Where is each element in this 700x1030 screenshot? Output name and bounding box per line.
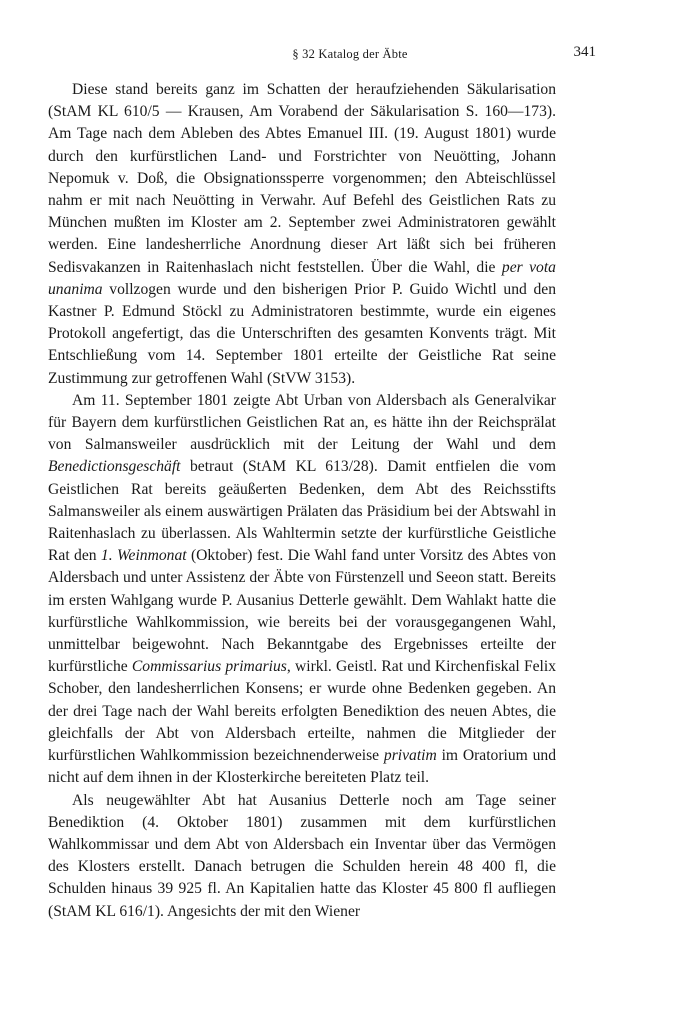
text-run: vollzogen wurde und den bisherigen Prior P. Guido Wichtl und den Kastner P. Edmund Stöckl zu Administratoren bestimmte, wurde ein eigenes Protokoll angefertigt, das die Unterschriften des gesamten Konvents trägt. Mit Entschließung vom 14. September 1801 erteilte der Geistliche Rat seine Zustimmung zur getroffenen Wahl (StVW 3153). (48, 280, 556, 387)
text-run: Diese stand bereits ganz im Schatten der heraufziehenden Säkularisation (StAM KL 610/5 — Krausen, Am Vorabend der Säkularisation S. 160—173). Am Tage nach dem Ableben des Abtes Emanuel III. (19. August 1801) wurde durch den kurfürstlichen Land- und Forstrichter von Neuötting, Johann Nepomuk v. Doß, die Obsignationssperre vorgenommen; den Abteischlüssel nahm er mit nach Neuötting in Verwahr. Auf Befehl des Geistlichen Rats zu München mußten im Kloster am 2. September zwei Administratoren gewählt werden. Eine landesherrliche Anordnung dieser Art läßt sich bei früheren Sedisvakanzen in Raitenhaslach nicht feststellen. Über die Wahl, die (48, 81, 556, 276)
italic-term: Benedictionsgeschäft (48, 458, 181, 476)
text-run: Als neugewählter Abt hat Ausanius Detterle noch am Tage seiner Benediktion (4. Oktober 1801) zusammen mit dem kurfürstlichen Wahlkommissar und dem Abt von Aldersbach ein Inventar über das Vermögen des Klosters erstellt. Danach betrugen die Schulden herein 48 400 fl, die Schulden hinaus 39 925 fl. An Kapitalien hatte das Kloster 45 800 fl aufliegen (StAM KL 616/1). Angesichts der mit den Wiener (48, 791, 556, 920)
text-run: Am 11. September 1801 zeigte Abt Urban von Aldersbach als Generalvikar für Bayern dem kurfürstlichen Geistlichen Rat an, es hätte ihn der Reichsprälat von Salmansweiler ausdrücklich mit der Leitung der Wahl und dem (48, 391, 556, 454)
running-header (0, 44, 700, 66)
body-text (48, 79, 556, 923)
italic-term: 1. Weinmonat (100, 547, 187, 565)
paragraph-2 (48, 390, 556, 790)
italic-term: Commissarius primarius (131, 658, 287, 676)
italic-term: privatim (383, 747, 437, 765)
italic-term: per vota unanima (48, 258, 556, 298)
text-run: (Oktober) fest. Die Wahl fand unter Vorsitz des Abtes von Aldersbach und unter Assistenz der Äbte von Fürstenzell und Seeon statt. Bereits im ersten Wahlgang wurde P. Ausanius Detterle gewählt. Dem Wahlakt hatte die kurfürstliche Wahlkommission, wie bereits bei der vorausgegangenen Wahl, unmittelbar beigewohnt. Nach Bekanntgabe des Ergebnisses erteilte der kurfürstliche (48, 547, 557, 676)
text-run: , wirkl. Geistl. Rat und Kirchenfiskal Felix Schober, den landesherrlichen Konsens; er wurde ohne Bedenken gegeben. An der drei Tage nach der Wahl bereits erfolgten Benediktion des neuen Abtes, die gleichfalls der Abt von Aldersbach erteilte, nahmen die Mitglieder der kurfürstlichen Wahlkommission bezeichnenderweise (48, 658, 556, 765)
page-number: 341 (573, 44, 596, 60)
paragraph-3 (48, 790, 556, 923)
paragraph-1 (48, 79, 556, 390)
text-run: betraut (StAM KL 613/28). Damit entfielen die vom Geistlichen Rat bereits geäußerten Bedenken, dem Abt des Reichsstifts Salmansweiler als einem auswärtigen Prälaten das Präsidium bei der Abtswahl in Raitenhaslach zu überlassen. Als Wahltermin setzte der kurfürstliche Geistliche Rat den (48, 458, 556, 565)
running-title: § 32 Katalog der Äbte (292, 47, 408, 61)
text-run: im Oratorium und nicht auf dem ihnen in der Klosterkirche bereiteten Platz teil. (48, 747, 556, 787)
